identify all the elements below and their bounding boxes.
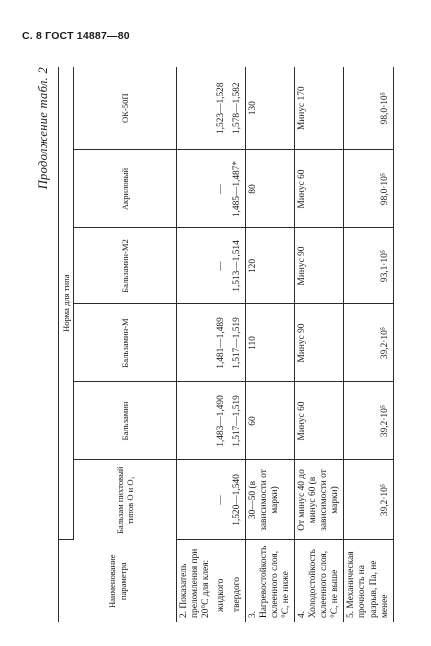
table-cell: 1,517—1,519 (230, 382, 246, 460)
table-caption: Продолжение табл. 2 (36, 67, 50, 190)
type-header-ok-50p: ОК-50П (74, 67, 177, 150)
table-cell: 39,2·10⁵ (344, 382, 393, 460)
table-cell: 93,1·10⁵ (344, 228, 393, 304)
table-row (294, 67, 343, 622)
param-column-header: Наименование параметра (59, 540, 177, 622)
table-cell: — (214, 150, 229, 228)
table-cell: 98,0·10⁵ (344, 150, 393, 228)
table-cell: 1,520—1,540 (230, 460, 246, 540)
table-cell: Минус 90 (294, 304, 343, 382)
rotated-table-block (36, 67, 388, 622)
row-label: жидкого (216, 578, 227, 612)
table-row (214, 67, 229, 622)
table-row (245, 67, 294, 622)
table-cell: 1,517—1,519 (230, 304, 246, 382)
table-cell: — (214, 228, 229, 304)
table-cell: 80 (245, 150, 294, 228)
norms-table (58, 67, 394, 622)
table-row (344, 67, 393, 622)
table-cell: 130 (245, 67, 294, 150)
table-row (230, 67, 246, 622)
table-cell: — (214, 460, 229, 540)
table-cell: 98,0·10⁵ (344, 67, 393, 150)
table-cell: 1,523—1,528 (214, 67, 229, 150)
table-row (177, 67, 215, 622)
table-cell: 60 (245, 382, 294, 460)
table-cell: От минус 40 до минус 60 (в зависимости от марки) (294, 460, 343, 540)
row-label: 2. Показатель преломления при 20°С для клея: (177, 540, 215, 622)
table-cell: 110 (245, 304, 294, 382)
table-cell: 39,2·10⁵ (344, 304, 393, 382)
table-cell: 1,485—1,487* (230, 150, 246, 228)
table-cell: Минус 60 (294, 150, 343, 228)
table-cell: 1,513—1,514 (230, 228, 246, 304)
type-header-acrylic: Акриловый (74, 150, 177, 228)
table-cell: 30—50 (в зависимости от марки) (245, 460, 294, 540)
page-header: С. 8 ГОСТ 14887—80 (22, 30, 130, 42)
table-cell: 1,481—1,489 (214, 304, 229, 382)
table-cell: 1,483—1,490 (214, 382, 229, 460)
table-cell: Минус 60 (294, 382, 343, 460)
type-header-balzamin: Бальзамин (74, 382, 177, 460)
table-cell: Минус 90 (294, 228, 343, 304)
row-label: 5. Механическая прочность на разрыв, Па, не менее (344, 540, 393, 622)
table-cell: Минус 170 (294, 67, 343, 150)
norm-group-header: Норма для типа (59, 67, 74, 540)
type-header-balzamin-m2: Бальзамин-М2 (74, 228, 177, 304)
type-header-balzamin-m: Бальзамин-М (74, 304, 177, 382)
row-label: 3. Нагревостойкость склеенного слоя, °С, не ниже (245, 540, 294, 622)
row-label: твердого (231, 577, 242, 612)
table-cell: 39,2·10⁵ (344, 460, 393, 540)
table-cell: 120 (245, 228, 294, 304)
table-cell: 1,578—1,582 (230, 67, 246, 150)
row-label: 4. Холодостойкость склеенного слоя, °С, не выше (294, 540, 343, 622)
type-header-balsam-fir: Бальзам пихтовый типов О и О₁ (74, 460, 177, 540)
